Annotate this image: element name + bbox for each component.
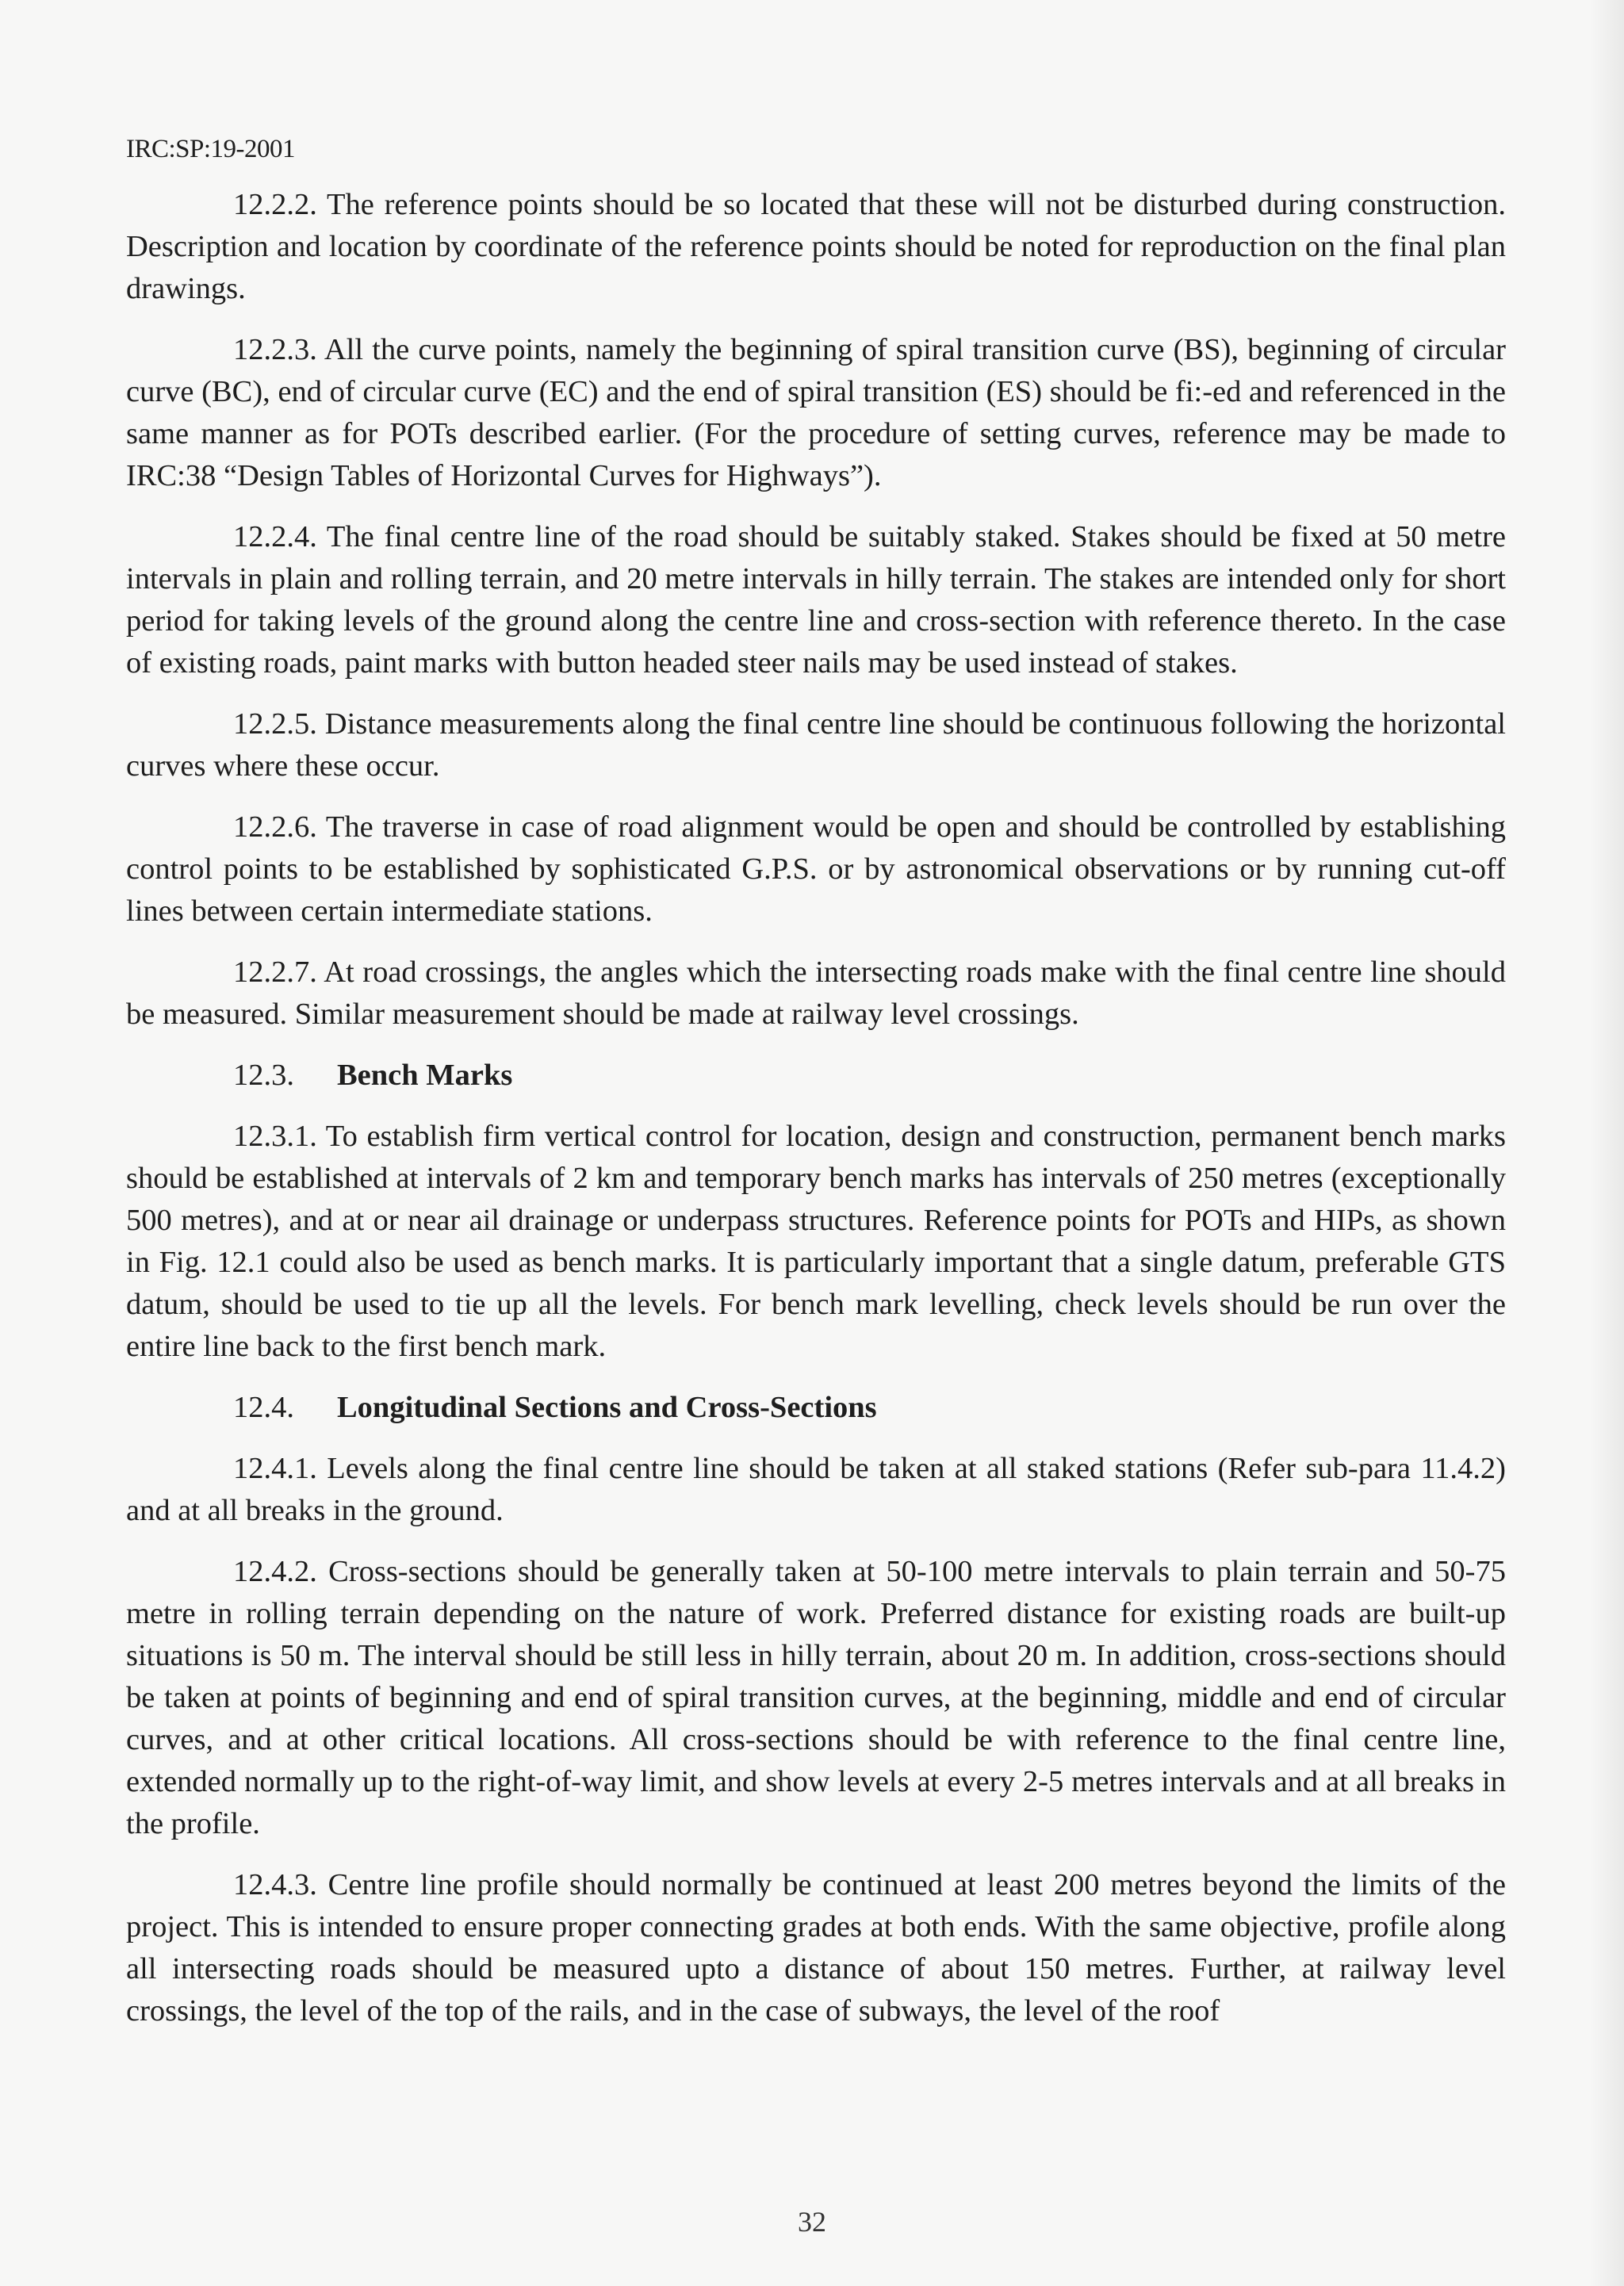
section-heading-longitudinal-sections xyxy=(233,1387,1506,1429)
paragraph-12-4-2: 12.4.2. Cross-sections should be generally taken at 50-100 metre intervals to plain terrain and 50-75 metre in rolling terrain depending on the nature of work. Preferred distance for existing roads are built-up situations is 50 m. The interval should be still less in hilly terrain, about 20 m. In addition, cross-sections should be taken at points of beginning and end of spiral transition curves, at the beginning, middle and end of circular curves, and at other critical locations. All cross-sections should be with reference to the final centre line, extended normally up to the right-of-way limit, and show levels at every 2-5 metres intervals and at all breaks in the profile. xyxy=(126,1555,1506,1840)
document-code-header: IRC:SP:19-2001 xyxy=(126,135,296,163)
section-heading-bench-marks xyxy=(233,1055,1506,1097)
paragraph-12-2-4: 12.2.4. The final centre line of the road should be suitably staked. Stakes should be fixed at 50 metre intervals in plain and rolling terrain, and 20 metre intervals in hilly terrain. The stakes are intended only for short period for taking levels of the ground along the centre line and cross-section with reference thereto. In the case of existing roads, paint marks with button headed steer nails may be used instead of stakes. xyxy=(126,520,1506,680)
section-number: 12.4. xyxy=(233,1391,294,1424)
body-text xyxy=(126,184,1506,2051)
paragraph-12-2-6: 12.2.6. The traverse in case of road alignment would be open and should be controlled by establishing control points to be established by sophisticated G.P.S. or by astronomical observations or by running cut-off lines between certain intermediate stations. xyxy=(126,810,1506,928)
paragraph-12-2-3: 12.2.3. All the curve points, namely the beginning of spiral transition curve (BS), beginning of circular curve (BC), end of circular curve (EC) and the end of spiral transition (ES) should be fi:-ed and referenced in the same manner as for POTs described earlier. (For the procedure of setting curves, reference may be made to IRC:38 “Design Tables of Horizontal Curves for Highways”). xyxy=(126,333,1506,492)
paragraph-12-4-1: 12.4.1. Levels along the final centre line should be taken at all staked stations (Refer sub-para 11.4.2) and at all breaks in the ground. xyxy=(126,1452,1506,1527)
paragraph-12-2-2: 12.2.2. The reference points should be so located that these will not be disturbed during construction. Description and location by coordinate of the reference points should be noted for reproduction on the final plan drawings. xyxy=(126,188,1506,305)
section-number: 12.3. xyxy=(233,1059,294,1092)
paragraph-12-3-1: 12.3.1. To establish firm vertical control for location, design and construction, permanent bench marks should be established at intervals of 2 km and temporary bench marks has intervals of 250 metres (exceptionally 500 metres), and at or near ail drainage or underpass structures. Reference points for POTs and HIPs, as shown in Fig. 12.1 could also be used as bench marks. It is particularly important that a single datum, preferable GTS datum, should be used to tie up all the levels. For bench mark levelling, check levels should be run over the entire line back to the first bench mark. xyxy=(126,1120,1506,1363)
page-edge-shadow xyxy=(1589,0,1624,2286)
paragraph-12-4-3: 12.4.3. Centre line profile should normally be continued at least 200 metres beyond the limits of the project. This is intended to ensure proper connecting grades at both ends. With the same objective, profile along all intersecting roads should be measured upto a distance of about 150 metres. Further, at railway level crossings, the level of the top of the rails, and in the case of subways, the level of the roof xyxy=(126,1868,1506,2028)
section-title: Longitudinal Sections and Cross-Sections xyxy=(337,1391,877,1424)
page-number: 32 xyxy=(798,2206,826,2238)
paragraph-12-2-5: 12.2.5. Distance measurements along the final centre line should be continuous following the horizontal curves where these occur. xyxy=(126,707,1506,783)
paragraph-12-2-7: 12.2.7. At road crossings, the angles which the intersecting roads make with the final centre line should be measured. Similar measurement should be made at railway level crossings. xyxy=(126,955,1506,1031)
section-title: Bench Marks xyxy=(337,1059,513,1092)
